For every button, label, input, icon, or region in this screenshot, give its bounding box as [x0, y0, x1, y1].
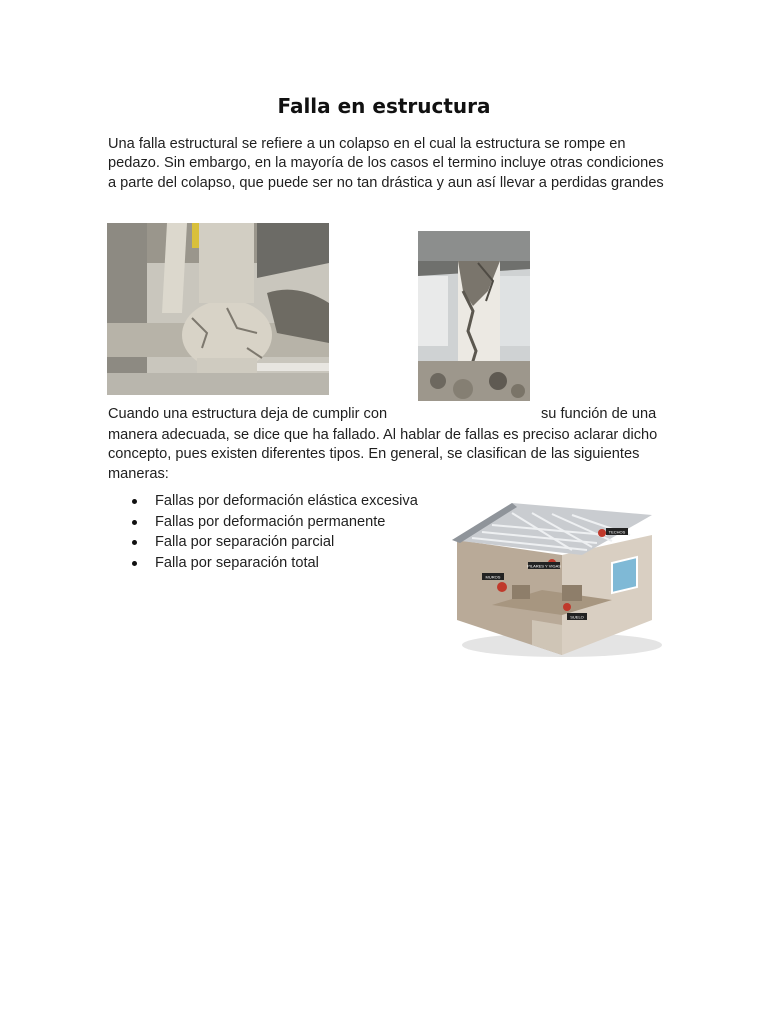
list-item: Falla por separación total [130, 553, 418, 574]
page-title: Falla en estructura [277, 94, 491, 118]
bullet-icon [132, 540, 137, 545]
pillar-damage-photo [418, 231, 530, 401]
bullet-icon [132, 499, 137, 504]
label-muros: MUROS [485, 574, 501, 580]
paragraph2-mid: su función de una [541, 406, 657, 422]
list-item: Fallas por deformación elástica excesiva [130, 491, 418, 512]
list-item: Falla por separación parcial [130, 532, 418, 553]
label-pilares: PILARES Y VIGAS [527, 563, 561, 569]
bullet-icon [132, 520, 137, 525]
house-cutaway-illustration [452, 495, 662, 660]
failure-types-list [130, 491, 418, 573]
column-failure-photo [107, 223, 329, 395]
paragraph2-start: Cuando una estructura deja de cumplir con [108, 406, 388, 422]
label-suelo: SUELO [570, 614, 584, 620]
list-item: Fallas por deformación permanente [130, 512, 418, 533]
paragraph2-body: manera adecuada, se dice que ha fallado. Al hablar de fallas es preciso aclarar dicho concepto, pues existen diferentes tipos. En general, se clasifican de las siguientes maneras: [108, 427, 658, 482]
bullet-icon [132, 561, 137, 566]
label-techos: TECHOS [608, 529, 626, 535]
intro-paragraph: Una falla estructural se refiere a un colapso en el cual la estructura se rompe en pedazo. Sin embargo, en la mayoría de los casos el termino incluye otras condiciones a parte del colapso, que puede ser no tan drástica y aun así llevar a perdidas grandes [108, 136, 664, 191]
